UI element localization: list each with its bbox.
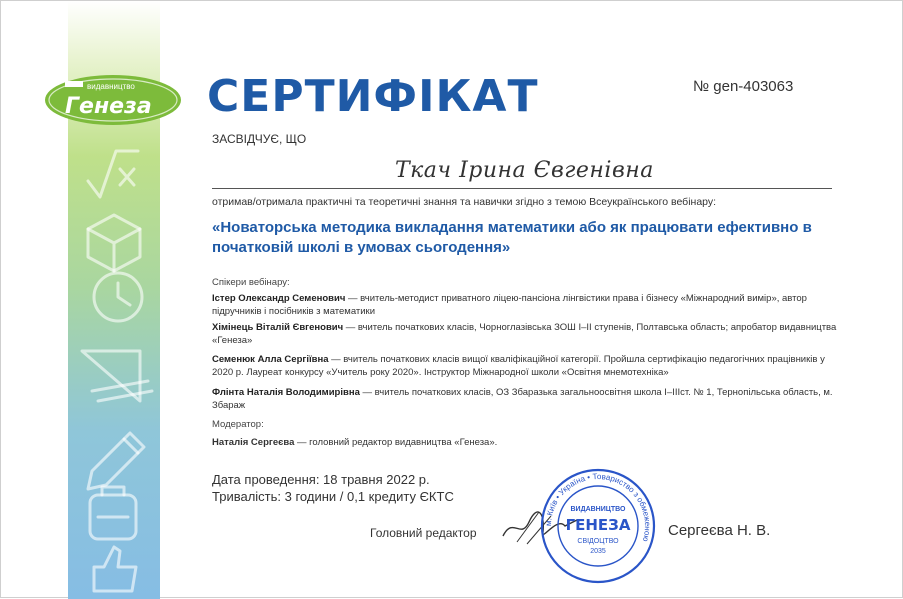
speaker-4 — [212, 387, 842, 412]
speaker-description: — вчитель-методист приватного ліцею-пансіона лінгвістики права і бізнесу «Міжнародний вимір», автор підручників і посібників з математики — [212, 293, 807, 317]
chief-editor-name: Сергеєва Н. В. — [668, 522, 771, 539]
speaker-2 — [212, 322, 842, 347]
ruler-triangle-icon — [82, 351, 152, 401]
speakers-label: Спікери вебінару: — [212, 277, 290, 288]
publisher-stamp — [539, 467, 657, 585]
certificate-title: СЕРТИФІКАТ — [207, 71, 539, 122]
speaker-name: Хімінець Віталій Євгенович — [212, 322, 344, 333]
moderator-name: Наталія Сергеєва — [212, 437, 295, 448]
speaker-1 — [212, 293, 842, 318]
webinar-topic: «Новаторська методика викладання математики або як працювати ефективно в початковій школі в умовах сьогодення» — [212, 219, 812, 256]
svg-text:СВІДОЦТВО: СВІДОЦТВО — [577, 538, 619, 545]
speaker-name: Істер Олександр Семенович — [212, 293, 346, 304]
certifies-label: ЗАСВІДЧУЄ, ЩО — [212, 132, 307, 146]
backpack-icon — [90, 487, 136, 539]
speaker-description: — вчитель початкових класів, ОЗ Збаразька загальноосвітня школа І–ІІІст. № 1, Тернопільська область, м. Збараж — [212, 387, 833, 411]
cube-icon — [88, 215, 140, 271]
logo-small-text: видавництво — [87, 82, 135, 91]
speaker-name: Семенюк Алла Сергіївна — [212, 354, 329, 365]
event-duration: Тривалість: 3 години / 0,1 кредиту ЄКТС — [212, 489, 454, 504]
speaker-name: Флінта Наталія Володимирівна — [212, 387, 360, 398]
event-date: Дата проведення: 18 травня 2022 р. — [212, 472, 430, 487]
certificate-number: № gen-403063 — [693, 78, 794, 95]
book-icon — [65, 81, 83, 87]
logo-brand-text: Генеза — [65, 94, 152, 119]
thumbs-up-icon — [94, 547, 136, 591]
speaker-description: — вчитель початкових класів, Чорноглазівська ЗОШ І–ІІ ступенів, Полтавська область; апробатор видавництва «Генеза» — [212, 322, 837, 346]
math-formula-icon — [88, 151, 138, 197]
svg-text:ГЕНЕЗА: ГЕНЕЗА — [565, 516, 631, 534]
moderator-description: — головний редактор видавництва «Генеза». — [294, 437, 498, 448]
speaker-3 — [212, 354, 842, 379]
geneza-logo — [43, 73, 183, 127]
recipient-name: Ткач Ірина Євгенівна — [395, 158, 654, 183]
clock-icon — [94, 273, 142, 321]
recipient-underline — [212, 188, 832, 189]
moderator-label: Модератор: — [212, 419, 264, 430]
chief-editor-label: Головний редактор — [370, 526, 477, 540]
svg-text:2035: 2035 — [590, 548, 606, 555]
speaker-description: — вчитель початкових класів вищої кваліфікаційної категорії. Пройшла сертифікацію педагогічних працівників у 2020 р. Лауреат конкурсу «Учитель року 2020». Інструктор Міжнародної школи «Освітня мнемотехніка» — [212, 354, 825, 378]
svg-text:м. Київ • Україна • Товариство: м. Київ • Україна • Товариство з обмеженою — [543, 471, 653, 543]
pencil-icon — [88, 433, 144, 489]
svg-text:ВИДАВНИЦТВО: ВИДАВНИЦТВО — [570, 506, 626, 513]
received-text: отримав/отримала практичні та теоретичні знання та навички згідно з темою Всеукраїнського вебінару: — [212, 196, 717, 208]
moderator — [212, 437, 497, 448]
